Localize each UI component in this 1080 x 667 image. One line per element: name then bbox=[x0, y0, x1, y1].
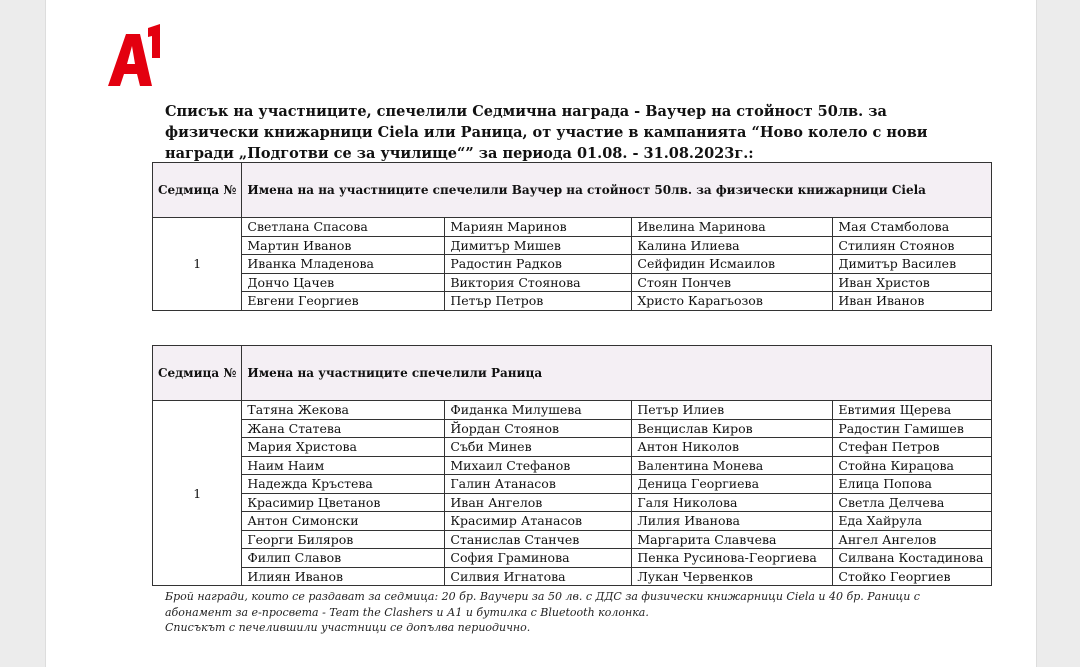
table-row bbox=[153, 549, 992, 568]
winner-name: Надежда Кръстева bbox=[242, 475, 445, 494]
week-header: Седмица № bbox=[153, 346, 242, 401]
winner-name: Ивелина Маринова bbox=[632, 218, 833, 237]
winner-name: Дончо Цачев bbox=[242, 273, 445, 292]
winner-name: Фиданка Милушева bbox=[445, 401, 632, 420]
winner-name: Галя Николова bbox=[632, 493, 833, 512]
winner-name: Стойна Кирацова bbox=[833, 456, 992, 475]
update-note: Списъкът с печелившили участници се допълва периодично. bbox=[165, 621, 531, 634]
winner-name: Мария Христова bbox=[242, 438, 445, 457]
winner-name: Наим Наим bbox=[242, 456, 445, 475]
winner-name: Калина Илиева bbox=[632, 236, 833, 255]
winner-name: Мая Стамболова bbox=[833, 218, 992, 237]
winner-name: Димитър Василев bbox=[833, 255, 992, 274]
table-header-row bbox=[153, 346, 992, 401]
week-number: 1 bbox=[153, 401, 242, 586]
table-row bbox=[153, 419, 992, 438]
winner-name: Иван Христов bbox=[833, 273, 992, 292]
winner-name: Силвия Игнатова bbox=[445, 567, 632, 586]
winner-name: Евтимия Щерева bbox=[833, 401, 992, 420]
table-row bbox=[153, 438, 992, 457]
winner-name: Мартин Иванов bbox=[242, 236, 445, 255]
winner-name: Димитър Мишев bbox=[445, 236, 632, 255]
winner-name: Венцислав Киров bbox=[632, 419, 833, 438]
winner-name: Иван Иванов bbox=[833, 292, 992, 311]
winner-name: Красимир Цветанов bbox=[242, 493, 445, 512]
table-row bbox=[153, 567, 992, 586]
winner-name: Силвана Костадинова bbox=[833, 549, 992, 568]
ciela-voucher-winners-table bbox=[152, 162, 992, 311]
winner-name: Маргарита Славчева bbox=[632, 530, 833, 549]
winner-name: Галин Атанасов bbox=[445, 475, 632, 494]
winner-name: Йордан Стоянов bbox=[445, 419, 632, 438]
winner-name: Мариян Маринов bbox=[445, 218, 632, 237]
winner-name: Стефан Петров bbox=[833, 438, 992, 457]
winner-name: Филип Славов bbox=[242, 549, 445, 568]
winner-name: Лилия Иванова bbox=[632, 512, 833, 531]
winner-name: Антон Симонски bbox=[242, 512, 445, 531]
week-number: 1 bbox=[153, 218, 242, 311]
table-row bbox=[153, 512, 992, 531]
table-header-row bbox=[153, 163, 992, 218]
document-title: Списък на участниците, спечелили Седмична награда - Ваучер на стойност 50лв. за физически книжарници Ciela или Раница, от участие в кампанията “Ново колело с нови награди „Подготви се за училище“” за периода 01.08. - 31.08.2023г.: bbox=[165, 103, 928, 162]
winner-name: Татяна Жекова bbox=[242, 401, 445, 420]
winner-name: Стоян Пончев bbox=[632, 273, 833, 292]
winner-name: Радостин Радков bbox=[445, 255, 632, 274]
week-header: Седмица № bbox=[153, 163, 242, 218]
winner-name: Деница Георгиева bbox=[632, 475, 833, 494]
winner-name: Илиян Иванов bbox=[242, 567, 445, 586]
winner-name: Жана Статева bbox=[242, 419, 445, 438]
winner-name: Еда Хайрула bbox=[833, 512, 992, 531]
table-row bbox=[153, 236, 992, 255]
table-row bbox=[153, 218, 992, 237]
winner-name: Сейфидин Исмаилов bbox=[632, 255, 833, 274]
winner-name: Стойко Георгиев bbox=[833, 567, 992, 586]
winner-name: Валентина Монева bbox=[632, 456, 833, 475]
winner-name: Иван Ангелов bbox=[445, 493, 632, 512]
winner-name: Светлана Спасова bbox=[242, 218, 445, 237]
winner-name: Иванка Младенова bbox=[242, 255, 445, 274]
winner-name: София Граминова bbox=[445, 549, 632, 568]
table-row bbox=[153, 493, 992, 512]
names-header: Имена на участниците спечелили Раница bbox=[242, 346, 992, 401]
winner-name: Петър Петров bbox=[445, 292, 632, 311]
table-row bbox=[153, 292, 992, 311]
footnotes bbox=[165, 589, 925, 636]
winner-name: Петър Илиев bbox=[632, 401, 833, 420]
winner-name: Станислав Станчев bbox=[445, 530, 632, 549]
winner-name: Лукан Червенков bbox=[632, 567, 833, 586]
prize-count-note: Брой награди, които се раздават за седмица: 20 бр. Ваучери за 50 лв. с ДДС за физически книжарници Ciela и 40 бр. Раници с абонамент за е-просвета - Team the Clashers и А1 и бутилка с Bluetooth колонка. bbox=[165, 590, 920, 619]
winner-name: Стилиян Стоянов bbox=[833, 236, 992, 255]
winner-name: Красимир Атанасов bbox=[445, 512, 632, 531]
winner-name: Георги Биляров bbox=[242, 530, 445, 549]
table-row bbox=[153, 401, 992, 420]
winner-name: Михаил Стефанов bbox=[445, 456, 632, 475]
winner-name: Евгени Георгиев bbox=[242, 292, 445, 311]
table-row bbox=[153, 475, 992, 494]
table-row bbox=[153, 530, 992, 549]
winner-name: Ангел Ангелов bbox=[833, 530, 992, 549]
winner-name: Виктория Стоянова bbox=[445, 273, 632, 292]
winner-name: Съби Минев bbox=[445, 438, 632, 457]
table-row bbox=[153, 456, 992, 475]
a1-logo bbox=[104, 24, 164, 88]
winner-name: Радостин Гамишев bbox=[833, 419, 992, 438]
table-row bbox=[153, 273, 992, 292]
winner-name: Светла Делчева bbox=[833, 493, 992, 512]
names-header: Имена на на участниците спечелили Ваучер на стойност 50лв. за физически книжарници Ciela bbox=[242, 163, 992, 218]
winner-name: Антон Николов bbox=[632, 438, 833, 457]
winner-name: Христо Карагьозов bbox=[632, 292, 833, 311]
table-row bbox=[153, 255, 992, 274]
winner-name: Пенка Русинова-Георгиева bbox=[632, 549, 833, 568]
backpack-winners-table bbox=[152, 345, 992, 586]
winner-name: Елица Попова bbox=[833, 475, 992, 494]
